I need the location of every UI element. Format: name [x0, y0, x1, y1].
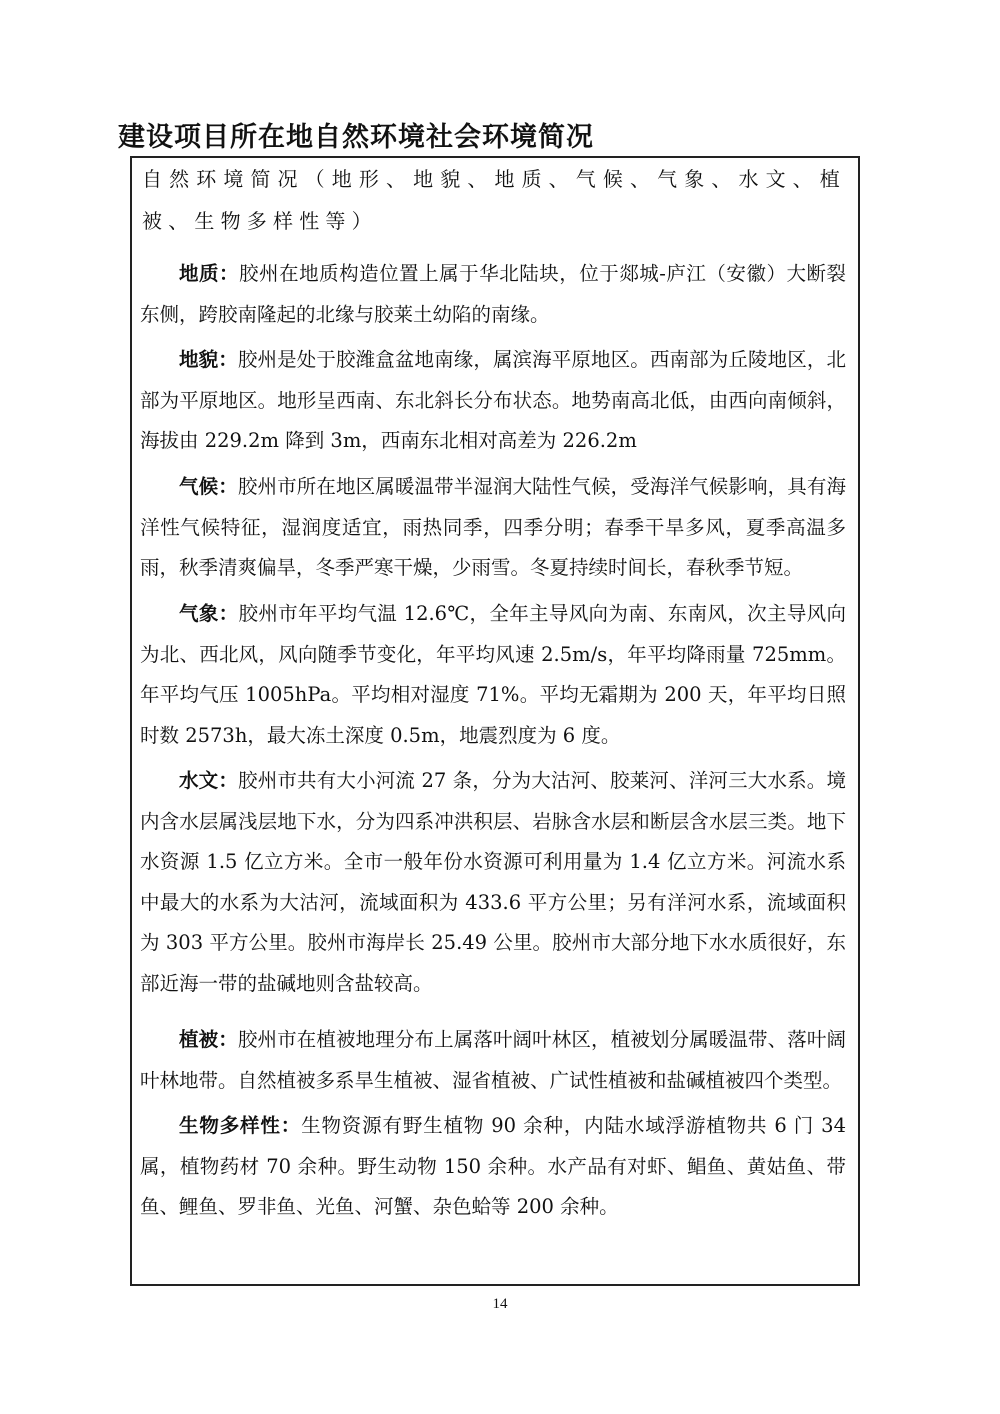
paragraph-climate	[140, 467, 846, 589]
geology-label: 地质：	[179, 262, 240, 285]
geology-text: 胶州在地质构造位置上属于华北陆块，位于郯城-庐江（安徽）大断裂东侧，跨胶南隆起的北缘与胶莱土幼陷的南缘。	[140, 262, 846, 326]
landform-text: 胶州是处于胶潍盒盆地南缘，属滨海平原地区。西南部为丘陵地区，北部为平原地区。地形呈西南、东北斜长分布状态。地势南高北低，由西向南倾斜，海拔由 229.2m 降到 3m，西南东北相对高差为 226.2m	[140, 348, 846, 452]
weather-label: 气象：	[179, 602, 239, 625]
section-heading: 自然环境简况（地形、地貌、地质、气候、气象、水文、植被、生物多样性等）	[142, 167, 846, 233]
biodiversity-label: 生物多样性：	[179, 1114, 302, 1137]
climate-text: 胶州市所在地区属暖温带半湿润大陆性气候，受海洋气候影响，具有海洋性气候特征，湿润度适宜，雨热同季，四季分明；春季干旱多风，夏季高温多雨，秋季清爽偏旱，冬季严寒干燥，少雨雪。冬夏持续时间长，春秋季节短。	[140, 475, 846, 579]
landform-label: 地貌：	[179, 348, 238, 371]
content-frame	[130, 156, 860, 1286]
paragraph-weather	[140, 594, 846, 756]
page-title: 建设项目所在地自然环境社会环境简况	[118, 122, 594, 153]
page-number: 14	[492, 1296, 508, 1312]
hydrology-text: 胶州市共有大小河流 27 条，分为大沽河、胶莱河、洋河三大水系。境内含水层属浅层地下水，分为四系冲洪积层、岩脉含水层和断层含水层三类。地下水资源 1.5 亿立方米。全市一般年份水资源可利用量为 1.4 亿立方米。河流水系中最大的水系为大沽河，流域面积为 433.6 平方公里；另有洋河水系，流域面积为 303 平方公里。胶州市海岸长 25.49 公里。胶州市大部分地下水水质很好，东部近海一带的盐碱地则含盐较高。	[140, 769, 846, 995]
paragraph-biodiversity	[140, 1106, 846, 1228]
paragraph-landform	[140, 340, 846, 462]
vegetation-label: 植被：	[179, 1028, 238, 1051]
paragraph-hydrology	[140, 761, 846, 1004]
paragraph-vegetation	[140, 1020, 846, 1101]
vegetation-text: 胶州市在植被地理分布上属落叶阔叶林区，植被划分属暖温带、落叶阔叶林地带。自然植被多系旱生植被、湿省植被、广试性植被和盐碱植被四个类型。	[140, 1028, 846, 1092]
climate-label: 气候：	[179, 475, 238, 498]
paragraph-geology	[140, 254, 846, 335]
weather-text: 胶州市年平均气温 12.6℃，全年主导风向为南、东南风，次主导风向为北、西北风，风向随季节变化，年平均风速 2.5m/s，年平均降雨量 725mm。年平均气压 1005hPa。平均相对湿度 71%。平均无霜期为 200 天，年平均日照时数 2573h，最大冻土深度 0.5m，地震烈度为 6 度。	[140, 602, 846, 747]
biodiversity-text: 生物资源有野生植物 90 余种，内陆水域浮游植物共 6 门 34 属，植物药材 70 余种。野生动物 150 余种。水产品有对虾、鲳鱼、黄姑鱼、带鱼、鲤鱼、罗非鱼、光鱼、河蟹、杂色蛤等 200 余种。	[140, 1114, 846, 1218]
hydrology-label: 水文：	[179, 769, 239, 792]
